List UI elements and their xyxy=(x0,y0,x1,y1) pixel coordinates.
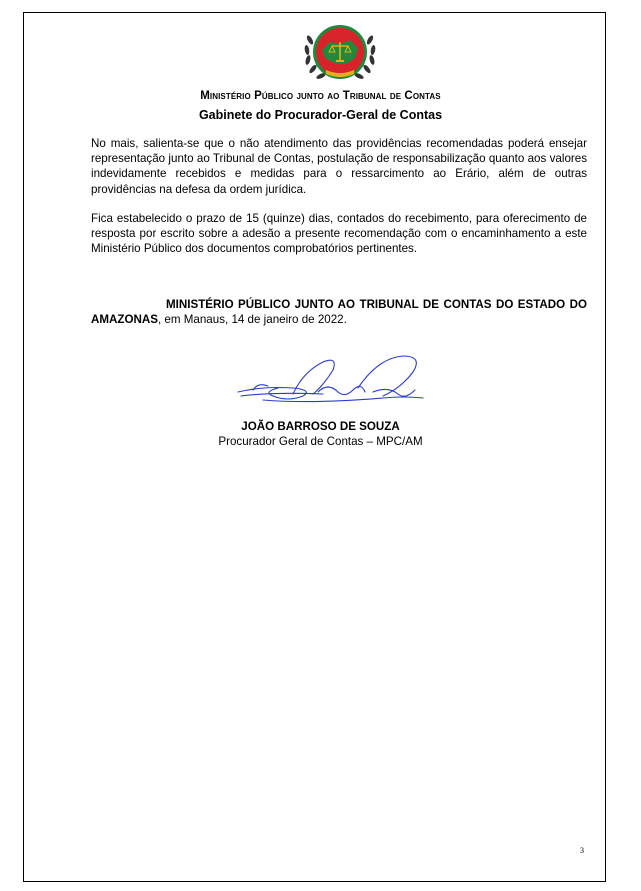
mpc-emblem-icon xyxy=(300,20,380,88)
closing-institution: MINISTÉRIO PÚBLICO JUNTO AO TRIBUNAL DE CONTAS DO ESTADO DO AMAZONAS xyxy=(91,298,587,327)
body-paragraph-2: Fica estabelecido o prazo de 15 (quinze) dias, contados do recebimento, para oferecimento de resposta por escrito sobre a adesão a presente recomendação com o encaminhamento a este Ministério Público dos documentos comprobatórios pertinentes. xyxy=(91,212,587,256)
handwritten-signature xyxy=(233,352,433,410)
body-paragraph-1: No mais, salienta-se que o não atendimento das providências recomendadas poderá ensejar representação junto ao Tribunal de Contas, postulação de responsabilização quanto aos valores indevidamente recebidos e medidas para o ressarcimento ao Erário, além de outras providências na defesa da ordem jurídica. xyxy=(91,137,587,196)
signer-name: JOÃO BARROSO DE SOUZA xyxy=(241,420,400,433)
page-number: 3 xyxy=(580,846,584,855)
closing-place-date: , em Manaus, 14 de janeiro de 2022. xyxy=(157,313,347,327)
closing-statement xyxy=(91,297,587,327)
header-institution: Ministério Público junto ao Tribunal de Contas xyxy=(200,90,441,102)
signer-role: Procurador Geral de Contas – MPC/AM xyxy=(218,435,423,448)
header-office: Gabinete do Procurador-Geral de Contas xyxy=(198,108,443,122)
